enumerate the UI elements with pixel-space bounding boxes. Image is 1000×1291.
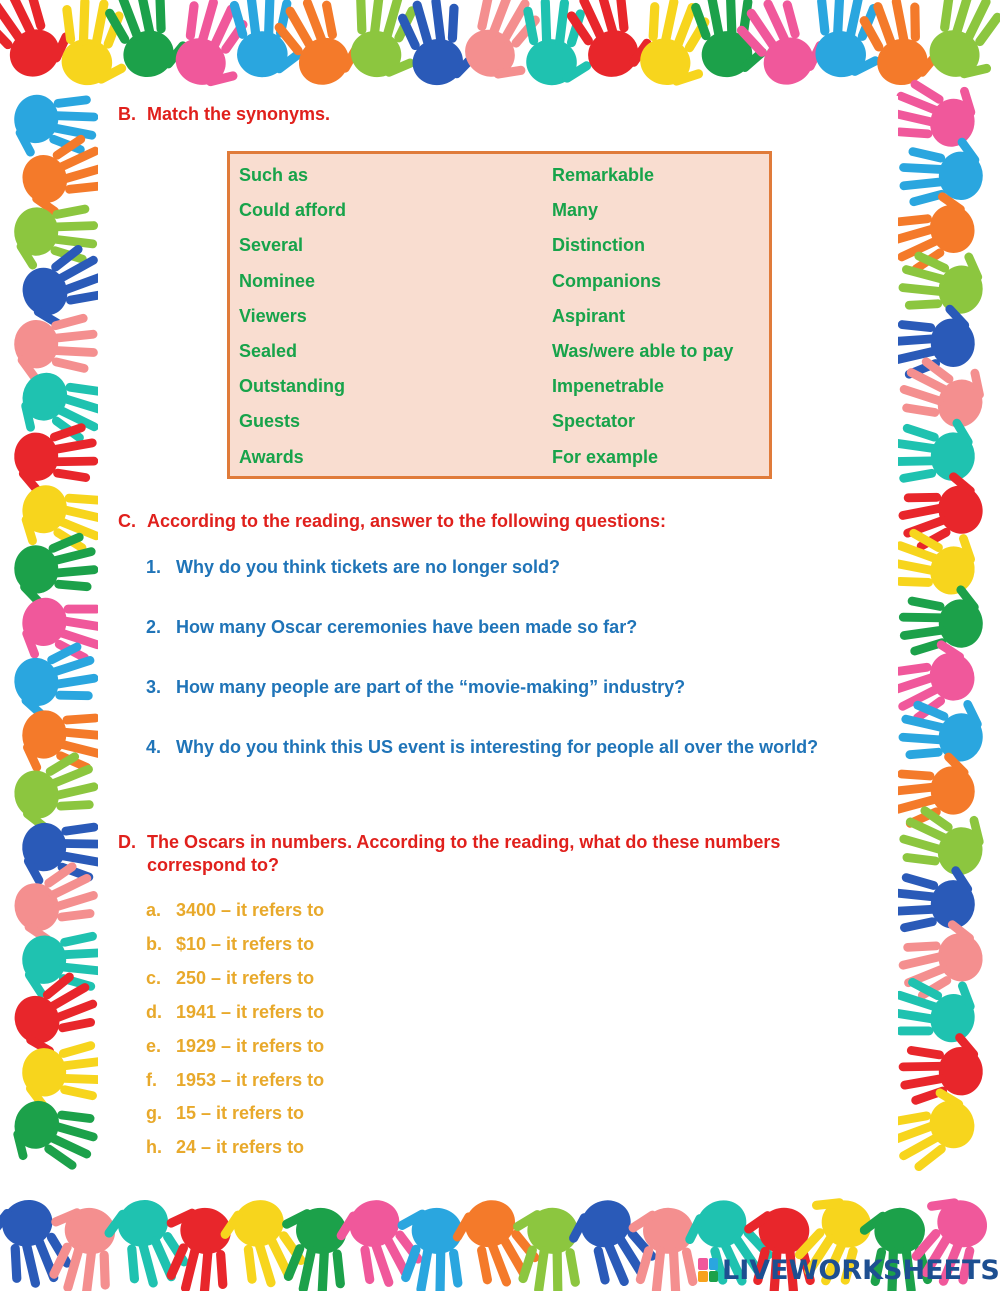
- hand-print: [507, 1205, 586, 1291]
- synonym-left-word[interactable]: Awards: [239, 446, 304, 467]
- number-item-text: $10 – it refers to: [176, 934, 315, 954]
- section-d-heading: [118, 831, 780, 877]
- section-c-title: According to the reading, answer to the following questions:: [147, 511, 667, 531]
- synonym-left-word[interactable]: Guests: [239, 411, 301, 432]
- synonym-right-word[interactable]: Many: [552, 200, 599, 221]
- hand-print: [271, 1202, 356, 1291]
- number-item: [146, 1001, 324, 1023]
- number-item-letter: h.: [146, 1137, 162, 1157]
- hand-print: [21, 929, 107, 1002]
- question-text: How many people are part of the “movie-making” industry?: [176, 677, 686, 697]
- section-d-title-line2: correspond to?: [147, 855, 280, 875]
- number-item: [146, 1136, 304, 1158]
- question-item: [146, 736, 818, 758]
- number-item-text: 24 – it refers to: [176, 1137, 305, 1157]
- number-item-letter: c.: [146, 968, 162, 988]
- question-item: [146, 676, 685, 698]
- number-item: [146, 967, 314, 989]
- liveworksheets-wordmark: LIVEWORKSHEETS: [722, 1254, 1000, 1286]
- number-item-text: 1941 – it refers to: [176, 1002, 325, 1022]
- synonym-right-word[interactable]: Impenetrable: [552, 376, 665, 397]
- synonym-left-word[interactable]: Outstanding: [239, 376, 345, 397]
- synonym-right-word[interactable]: Companions: [552, 270, 662, 291]
- hand-print: [4, 966, 110, 1065]
- hand-print: [624, 1206, 700, 1291]
- number-item-text: 1929 – it refers to: [176, 1036, 325, 1056]
- hand-print: [10, 530, 104, 612]
- question-text: How many Oscar ceremonies have been made so far?: [176, 617, 638, 637]
- hand-print: [14, 313, 99, 385]
- synonym-right-word[interactable]: Remarkable: [552, 165, 655, 185]
- number-item-text: 1953 – it refers to: [176, 1070, 325, 1090]
- number-item-letter: d.: [146, 1002, 162, 1022]
- number-item-letter: b.: [146, 934, 162, 954]
- number-item-text: 250 – it refers to: [176, 968, 315, 988]
- section-d-letter: D.: [118, 832, 136, 852]
- section-d-title: [147, 831, 780, 877]
- section-b-heading: [118, 103, 330, 126]
- synonym-box: [227, 151, 772, 479]
- synonym-right-word[interactable]: For example: [552, 446, 659, 467]
- hand-print: [689, 0, 771, 80]
- synonym-left-word[interactable]: Several: [239, 235, 304, 256]
- synonym-right-word[interactable]: Aspirant: [552, 305, 626, 326]
- hand-print: [8, 638, 105, 725]
- question-number: 2.: [146, 617, 162, 637]
- hand-print: [389, 1204, 471, 1291]
- synonym-left-word[interactable]: Viewers: [239, 305, 307, 326]
- hand-print: [18, 815, 109, 894]
- section-c-heading: [118, 510, 666, 533]
- number-item-letter: a.: [146, 900, 162, 920]
- number-item: [146, 1102, 304, 1124]
- synonym-left-word[interactable]: Could afford: [239, 200, 346, 221]
- synonym-left-word[interactable]: Nominee: [239, 270, 316, 291]
- synonym-left-word[interactable]: Sealed: [239, 340, 298, 361]
- question-item: [146, 616, 637, 638]
- number-item: [146, 1069, 324, 1091]
- synonym-right-word[interactable]: Spectator: [552, 411, 636, 432]
- synonym-right-word[interactable]: Distinction: [552, 235, 645, 256]
- synonym-left-word[interactable]: Such as: [239, 165, 309, 185]
- question-number: 4.: [146, 737, 162, 757]
- question-item: [146, 556, 560, 578]
- number-item: [146, 1035, 324, 1057]
- section-d-title-line1: The Oscars in numbers. According to the reading, what do these numbers: [147, 832, 781, 852]
- question-text: Why do you think tickets are no longer sold?: [176, 557, 561, 577]
- number-item-letter: g.: [146, 1103, 162, 1123]
- section-c-letter: C.: [118, 511, 136, 531]
- synonym-right-word[interactable]: Was/were able to pay: [552, 340, 734, 361]
- question-number: 1.: [146, 557, 162, 577]
- number-item-text: 3400 – it refers to: [176, 900, 325, 920]
- number-item-letter: f.: [146, 1070, 157, 1090]
- synonym-right-column: [552, 162, 733, 479]
- hand-print: [2, 1089, 105, 1185]
- liveworksheets-badge-icon: [698, 1258, 718, 1282]
- section-b-title: Match the synonyms.: [147, 104, 331, 124]
- question-number: 3.: [146, 677, 162, 697]
- liveworksheets-logo: [698, 1253, 1000, 1287]
- number-item: [146, 933, 314, 955]
- hand-print: [916, 0, 1000, 90]
- number-item: [146, 899, 324, 921]
- number-item-text: 15 – it refers to: [176, 1103, 305, 1123]
- hand-print: [12, 421, 102, 498]
- hand-print: [0, 1192, 77, 1291]
- section-b-letter: B.: [118, 104, 136, 124]
- synonym-left-column: [239, 162, 346, 479]
- question-text: Why do you think this US event is interesting for people all over the world?: [176, 737, 819, 757]
- number-item-letter: e.: [146, 1036, 162, 1056]
